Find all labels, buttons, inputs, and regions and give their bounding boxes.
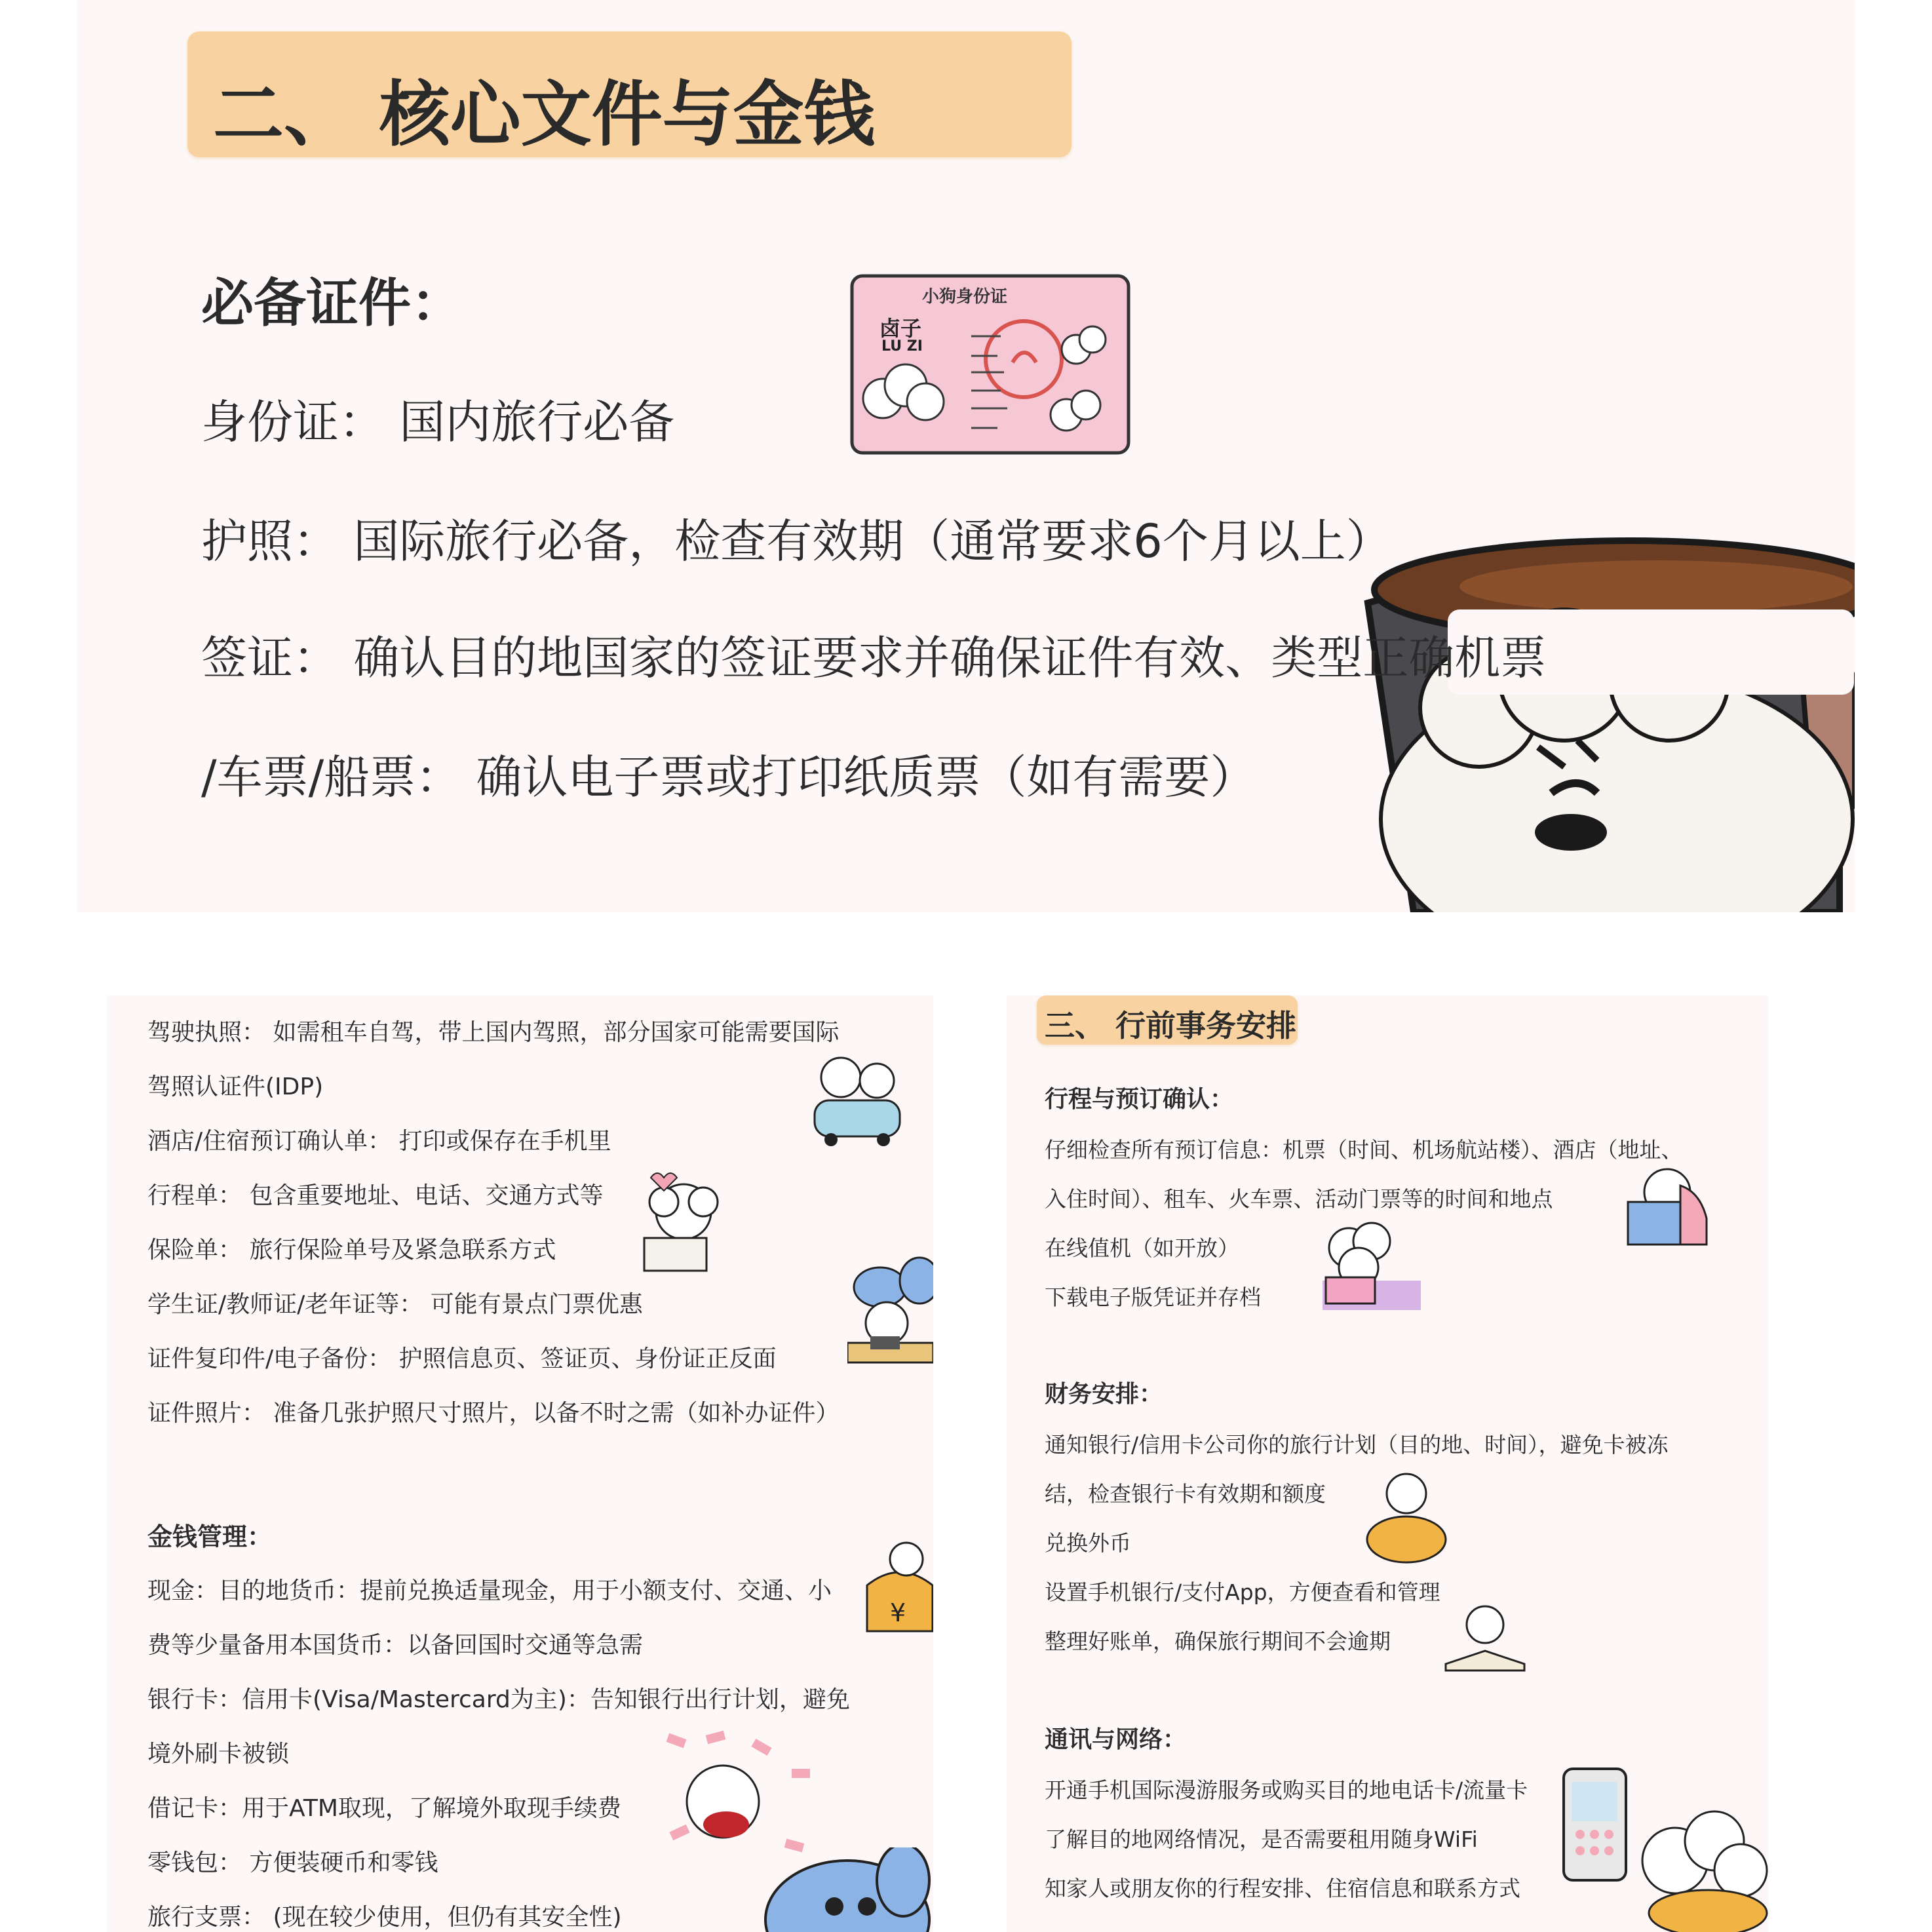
money-line: 借记卡：用于ATM取现，了解境外取现手续费 [147,1795,621,1822]
booking-line: 仔细检查所有预订信息：机票（时间、机场航站楼）、酒店（地址、 [1045,1137,1683,1163]
doc-line: 证件照片： 准备几张护照尺寸照片，以备不时之需（如补办证件） [147,1400,840,1427]
dog-reading-book-sticker [1442,1598,1528,1674]
finance-heading: 财务安排： [1045,1381,1163,1408]
money-line: 现金：目的地货币：提前兑换适量现金，用于小额支付、交通、小 [147,1577,832,1604]
dog-in-cup-illustration [1263,511,1855,912]
money-line: 费等少量备用本国货币：以备回国时交通等急需 [147,1632,644,1659]
doc-line: 驾照认证件(IDP) [147,1073,324,1100]
id-card-name: 卤子 [879,316,922,341]
doc-line: 证件复印件/电子备份： 护照信息页、签证页、身份证正反面 [147,1345,777,1372]
doc-line: 驾驶执照： 如需租车自驾，带上国内驾照，部分国家可能需要国际 [147,1019,840,1046]
network-line: 了解目的地网络情况，是否需要租用随身WiFi [1045,1826,1478,1852]
blue-bunny-laptop-sticker [847,1254,933,1372]
finance-line: 设置手机银行/支付App，方便查看和管理 [1045,1579,1440,1605]
section-title: 三、 行前事务安排 [1045,1008,1297,1043]
passport-line: 护照： 国际旅行必备，检查有效期（通常要求6个月以上） [201,514,1392,568]
money-line: 零钱包： 方便装硬币和零钱 [147,1849,438,1876]
booking-line: 入住时间）、租车、火车票、活动门票等的时间和地点 [1045,1186,1553,1212]
money-line: 旅行支票： (现在较少使用，但仍有其安全性) [147,1904,622,1931]
dogs-in-car-sticker [802,1041,910,1146]
doc-line: 行程单： 包含重要地址、电话、交通方式等 [147,1182,604,1209]
money-line: 境外刷卡被锁 [147,1741,290,1768]
dog-writing-sticker [638,1166,743,1277]
ticket-line: /车票/船票： 确认电子票或打印纸质票（如有需要） [201,750,1256,804]
money-heading: 金钱管理： [147,1522,273,1551]
finance-line: 兑换外币 [1045,1530,1131,1556]
booking-line: 在线值机（如开放） [1045,1235,1239,1261]
top-panel [77,0,1855,912]
svg-text:¥: ¥ [890,1598,906,1627]
finance-line: 通知银行/信用卡公司你的旅行计划（目的地、时间），避免卡被冻 [1045,1432,1669,1458]
dog-with-folder-sticker [1621,1159,1713,1248]
id-card-name-pinyin: LU ZI [881,338,923,355]
dog-on-gold-ingot-sticker [1361,1467,1459,1566]
phone-and-dog-sticker [1557,1756,1768,1932]
finance-line: 整理好账单，确保旅行期间不会逾期 [1045,1629,1391,1654]
doc-line: 学生证/教师证/老年证等： 可能有景点门票优惠 [147,1291,643,1318]
network-line: 知家人或朋友你的行程安排、住宿信息和联系方式 [1045,1876,1520,1901]
network-line: 开通手机国际漫游服务或购买目的地电话卡/流量卡 [1045,1777,1528,1803]
doc-line: 保险单： 旅行保险单号及紧急联系方式 [147,1237,556,1264]
dog-laptop-sticker [1309,1218,1424,1313]
booking-line: 下载电子版凭证并存档 [1045,1285,1261,1310]
booking-heading: 行程与预订确认： [1045,1086,1234,1113]
finance-line: 结，检查银行卡有效期和额度 [1045,1481,1326,1507]
required-docs-heading: 必备证件： [201,273,463,334]
network-heading: 通讯与网络： [1045,1726,1187,1753]
right-panel [1007,995,1768,1932]
money-bag-dog-sticker [854,1533,933,1638]
money-line: 银行卡：信用卡(Visa/Mastercard为主)：告知银行出行计划，避免 [147,1686,850,1713]
id-card-title: 小狗身份证 [922,287,1008,307]
visa-line: 签证： 确认目的地国家的签证要求并确保证件有效、类型正确机票 [201,631,1547,685]
doc-line: 酒店/住宿预订确认单： 打印或保存在手机里 [147,1128,611,1155]
blue-bunny-face-sticker [762,1847,933,1932]
id-card-line: 身份证： 国内旅行必备 [201,395,675,449]
left-panel [107,995,933,1932]
section-title: 二、 核心文件与金钱 [213,74,875,156]
